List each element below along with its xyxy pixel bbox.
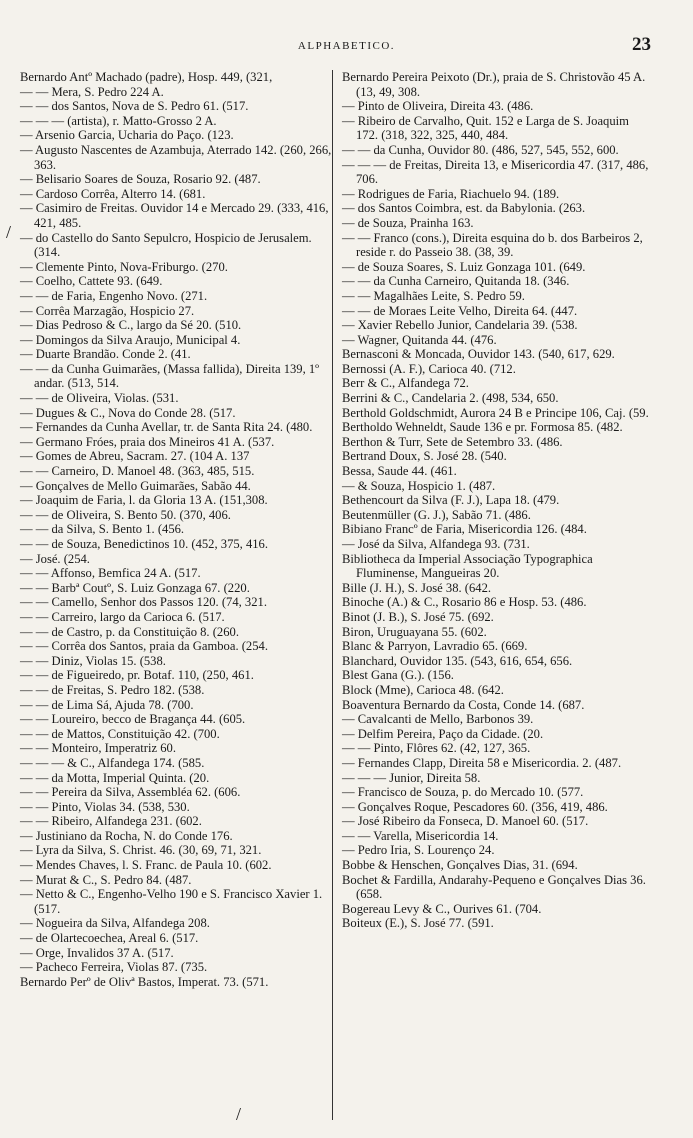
- directory-entry: — — da Cunha, Ouvidor 80. (486, 527, 545, 552, 600.: [342, 142, 619, 157]
- directory-entry: Berthold Goldschmidt, Aurora 24 B e Principe 106, Caj. (59.: [342, 405, 649, 420]
- directory-entry: — — — de Freitas, Direita 13, e Misericordia 47. (317, 486, 706.: [342, 157, 649, 187]
- directory-entry: — Delfim Pereira, Paço da Cidade. (20.: [342, 726, 544, 741]
- directory-entry: — — de Moraes Leite Velho, Direita 64. (447.: [342, 303, 578, 318]
- directory-entry: — — Franco (cons.), Direita esquina do b. dos Barbeiros 2, reside r. do Passeio 38. (38, 39.: [342, 230, 643, 260]
- directory-entry: — Dias Pedroso & C., largo da Sé 20. (510.: [20, 318, 242, 333]
- directory-entry: — Joaquim de Faria, l. da Gloria 13 A. (151,308.: [20, 493, 268, 508]
- running-head: ALPHABETICO.: [297, 40, 396, 52]
- directory-entry: — Netto & C., Engenho-Velho 190 e S. Francisco Xavier 1. (517.: [20, 887, 323, 916]
- directory-entry: — Arsenio Garcia, Ucharia do Paço. (123.: [20, 128, 234, 143]
- directory-entry: — — Pinto, Violas 34. (538, 530.: [20, 799, 190, 814]
- directory-entry: — — — Junior, Direita 58.: [342, 770, 481, 785]
- directory-entry: — Dugues & C., Nova do Conde 28. (517.: [20, 405, 236, 420]
- directory-entry: — Casimiro de Freitas. Ouvidor 14 e Mercado 29. (333, 416, 421, 485.: [20, 201, 329, 230]
- directory-entry: — — de Mattos, Constituição 42. (700.: [20, 726, 220, 741]
- directory-entry: — Murat & C., S. Pedro 84. (487.: [20, 872, 192, 887]
- directory-entry: — — de Figueiredo, pr. Botaf. 110, (250, 461.: [20, 668, 254, 683]
- directory-entry: — Orge, Invalidos 37 A. (517.: [20, 945, 174, 960]
- directory-entry: — — de Oliveira, Violas. (531.: [20, 391, 179, 406]
- directory-entry: — — dos Santos, Nova de S. Pedro 61. (517.: [20, 99, 249, 114]
- directory-entry: Bernardo Perº de Olivª Bastos, Imperat. 73. (571.: [20, 974, 269, 989]
- directory-entry: — — da Silva, S. Bento 1. (456.: [20, 522, 185, 537]
- directory-entry: — José. (254.: [20, 551, 90, 566]
- directory-entry: — — Affonso, Bemfica 24 A. (517.: [20, 566, 201, 581]
- directory-entry: Bogereau Levy & C., Ourives 61. (704.: [342, 901, 542, 916]
- column-divider: [332, 70, 333, 1120]
- directory-entry: — — de Freitas, S. Pedro 182. (538.: [20, 682, 205, 697]
- right-column: [342, 70, 654, 931]
- directory-entry: — Ribeiro de Carvalho, Quit. 152 e Larga de S. Joaquim 172. (318, 322, 325, 440, 484.: [342, 113, 629, 143]
- page-header: [0, 34, 693, 58]
- directory-entry: Bernossi (A. F.), Carioca 40. (712.: [342, 361, 516, 376]
- directory-entry: Bobbe & Henschen, Gonçalves Dias, 31. (694.: [342, 858, 578, 873]
- directory-entry: — Augusto Nascentes de Azambuja, Aterrado 142. (260, 266, 363.: [20, 142, 332, 172]
- directory-entry: — Fernandes da Cunha Avellar, tr. de Santa Rita 24. (480.: [20, 420, 313, 435]
- directory-entry: — Lyra da Silva, S. Christ. 46. (30, 69, 71, 321.: [20, 843, 262, 858]
- directory-entry: — — — (artista), r. Matto-Grosso 2 A.: [20, 113, 217, 128]
- directory-entry: Bibliotheca da Imperial Associação Typographica Fluminense, Mangueiras 20.: [342, 551, 593, 581]
- directory-entry: Bibiano Francº de Faria, Misericordia 126. (484.: [342, 522, 587, 537]
- directory-entry: — — Ribeiro, Alfandega 231. (602.: [20, 814, 202, 829]
- directory-entry: — — Magalhães Leite, S. Pedro 59.: [342, 288, 525, 303]
- directory-entry: — Mendes Chaves, l. S. Franc. de Paula 10. (602.: [20, 858, 272, 873]
- directory-entry: — Xavier Rebello Junior, Candelaria 39. (538.: [342, 318, 578, 333]
- directory-entry: — — Barbª Coutº, S. Luiz Gonzaga 67. (220.: [20, 580, 250, 595]
- directory-entry: — Nogueira da Silva, Alfandega 208.: [20, 916, 210, 931]
- directory-entry: Bochet & Fardilla, Andarahy-Pequeno e Gonçalves Dias 36. (658.: [342, 872, 646, 902]
- directory-entry: — & Souza, Hospicio 1. (487.: [342, 478, 496, 493]
- directory-entry: — — Pereira da Silva, Assembléa 62. (606.: [20, 785, 241, 800]
- left-column: [20, 70, 332, 989]
- directory-entry: — — de Oliveira, S. Bento 50. (370, 406.: [20, 507, 231, 522]
- directory-entry: — Gonçalves de Mello Guimarães, Sabão 44.: [20, 478, 251, 493]
- directory-entry: — Domingos da Silva Araujo, Municipal 4.: [20, 332, 241, 347]
- directory-entry: — Clemente Pinto, Nova-Friburgo. (270.: [20, 259, 228, 274]
- directory-entry: Berthon & Turr, Sete de Setembro 33. (486.: [342, 434, 563, 449]
- directory-entry: — Rodrigues de Faria, Riachuelo 94. (189.: [342, 186, 560, 201]
- directory-entry: — — — & C., Alfandega 174. (585.: [20, 755, 205, 770]
- directory-entry: Berr & C., Alfandega 72.: [342, 376, 469, 391]
- directory-entry: — de Souza Soares, S. Luiz Gonzaga 101. (649.: [342, 259, 586, 274]
- directory-entry: Boiteux (E.), S. José 77. (591.: [342, 916, 494, 931]
- directory-entry: — Justiniano da Rocha, N. do Conde 176.: [20, 828, 233, 843]
- directory-entry: Bertholdo Wehneldt, Saude 136 e pr. Formosa 85. (482.: [342, 420, 623, 435]
- directory-entry: — Corrêa Marzagão, Hospicio 27.: [20, 303, 195, 318]
- directory-entry: — Duarte Brandão. Conde 2. (41.: [20, 347, 191, 362]
- directory-entry: Bernasconi & Moncada, Ouvidor 143. (540, 617, 629.: [342, 347, 615, 362]
- directory-entry: — Pedro Iria, S. Lourenço 24.: [342, 843, 495, 858]
- directory-entry: Binot (J. B.), S. José 75. (692.: [342, 609, 494, 624]
- directory-entry: — — Varella, Misericordia 14.: [342, 828, 499, 843]
- directory-entry: Boaventura Bernardo da Costa, Conde 14. (687.: [342, 697, 585, 712]
- directory-entry: — — Mera, S. Pedro 224 A.: [20, 84, 164, 99]
- margin-tick-mark: /: [6, 222, 12, 242]
- directory-entry: — — Corrêa dos Santos, praia da Gamboa. (254.: [20, 639, 268, 654]
- directory-entry: Berrini & C., Candelaria 2. (498, 534, 650.: [342, 391, 559, 406]
- directory-entry: Block (Mme), Carioca 48. (642.: [342, 682, 504, 697]
- directory-entry: — de Olartecoechea, Areal 6. (517.: [20, 931, 199, 946]
- directory-entry: Blest Gana (G.). (156.: [342, 668, 454, 683]
- directory-entry: Bertrand Doux, S. José 28. (540.: [342, 449, 507, 464]
- directory-entry: Beutenmüller (G. J.), Sabão 71. (486.: [342, 507, 531, 522]
- directory-entry: — Coelho, Cattete 93. (649.: [20, 274, 163, 289]
- directory-entry: Bernardo Antº Machado (padre), Hosp. 449, (321,: [20, 70, 273, 84]
- directory-entry: — — de Castro, p. da Constituição 8. (260.: [20, 624, 239, 639]
- directory-entry: — José Ribeiro da Fonseca, D. Manoel 60. (517.: [342, 814, 589, 829]
- directory-entry: — — Carreiro, largo da Carioca 6. (517.: [20, 609, 225, 624]
- directory-entry: — Belisario Soares de Souza, Rosario 92. (487.: [20, 172, 261, 187]
- directory-entry: — Germano Fróes, praia dos Mineiros 41 A. (537.: [20, 434, 275, 449]
- directory-entry: — dos Santos Coimbra, est. da Babylonia. (263.: [342, 201, 586, 216]
- directory-entry: — Cardoso Corrêa, Alterro 14. (681.: [20, 186, 206, 201]
- directory-entry: — de Souza, Prainha 163.: [342, 215, 474, 230]
- directory-entry: — Francisco de Souza, p. do Mercado 10. (577.: [342, 785, 584, 800]
- directory-entry: Binoche (A.) & C., Rosario 86 e Hosp. 53. (486.: [342, 595, 587, 610]
- directory-entry: — — Monteiro, Imperatriz 60.: [20, 741, 176, 756]
- directory-entry: — — de Souza, Benedictinos 10. (452, 375, 416.: [20, 537, 268, 551]
- directory-entry: — Wagner, Quitanda 44. (476.: [342, 332, 497, 347]
- directory-entry: Blanchard, Ouvidor 135. (543, 616, 654, 656.: [342, 653, 573, 668]
- directory-entry: — José da Silva, Alfandega 93. (731.: [342, 537, 530, 551]
- directory-entry: — — da Cunha Guimarães, (Massa fallida), Direita 139, 1º andar. (513, 514.: [20, 361, 320, 391]
- directory-entry: — — Pinto, Flôres 62. (42, 127, 365.: [342, 741, 531, 756]
- directory-entry: — — Carneiro, D. Manoel 48. (363, 485, 515.: [20, 464, 255, 479]
- directory-entry: — Fernandes Clapp, Direita 58 e Misericordia. 2. (487.: [342, 755, 622, 770]
- directory-entry: — — Loureiro, becco de Bragança 44. (605.: [20, 712, 246, 727]
- directory-entry: Bille (J. H.), S. José 38. (642.: [342, 580, 492, 595]
- margin-pen-mark: /: [236, 1104, 242, 1124]
- directory-entry: — do Castello do Santo Sepulcro, Hospicio de Jerusalem. (314.: [20, 230, 312, 260]
- directory-entry: — Cavalcanti de Mello, Barbonos 39.: [342, 712, 534, 727]
- directory-entry: — Pacheco Ferreira, Violas 87. (735.: [20, 960, 208, 975]
- directory-entry: Blanc & Parryon, Lavradio 65. (669.: [342, 639, 528, 654]
- directory-entry: — Gonçalves Roque, Pescadores 60. (356, 419, 486.: [342, 799, 608, 814]
- directory-entry: — — Diniz, Violas 15. (538.: [20, 653, 166, 668]
- directory-entry: — — da Motta, Imperial Quinta. (20.: [20, 770, 210, 785]
- directory-entry: Bessa, Saude 44. (461.: [342, 464, 457, 479]
- directory-entry: Biron, Uruguayana 55. (602.: [342, 624, 487, 639]
- directory-entry: — — de Lima Sá, Ajuda 78. (700.: [20, 697, 194, 712]
- directory-entry: Bethencourt da Silva (F. J.), Lapa 18. (479.: [342, 493, 560, 508]
- directory-entry: — Gomes de Abreu, Sacram. 27. (104 A. 137: [20, 449, 250, 464]
- directory-entry: — — de Faria, Engenho Novo. (271.: [20, 288, 208, 303]
- directory-entry: — — Camello, Senhor dos Passos 120. (74, 321.: [20, 595, 267, 610]
- directory-entry: Bernardo Pereira Peixoto (Dr.), praia de S. Christovão 45 A. (13, 49, 308.: [342, 70, 646, 99]
- directory-entry: — Pinto de Oliveira, Direita 43. (486.: [342, 99, 534, 114]
- page-number: 23: [632, 34, 651, 55]
- directory-entry: — — da Cunha Carneiro, Quitanda 18. (346.: [342, 274, 570, 289]
